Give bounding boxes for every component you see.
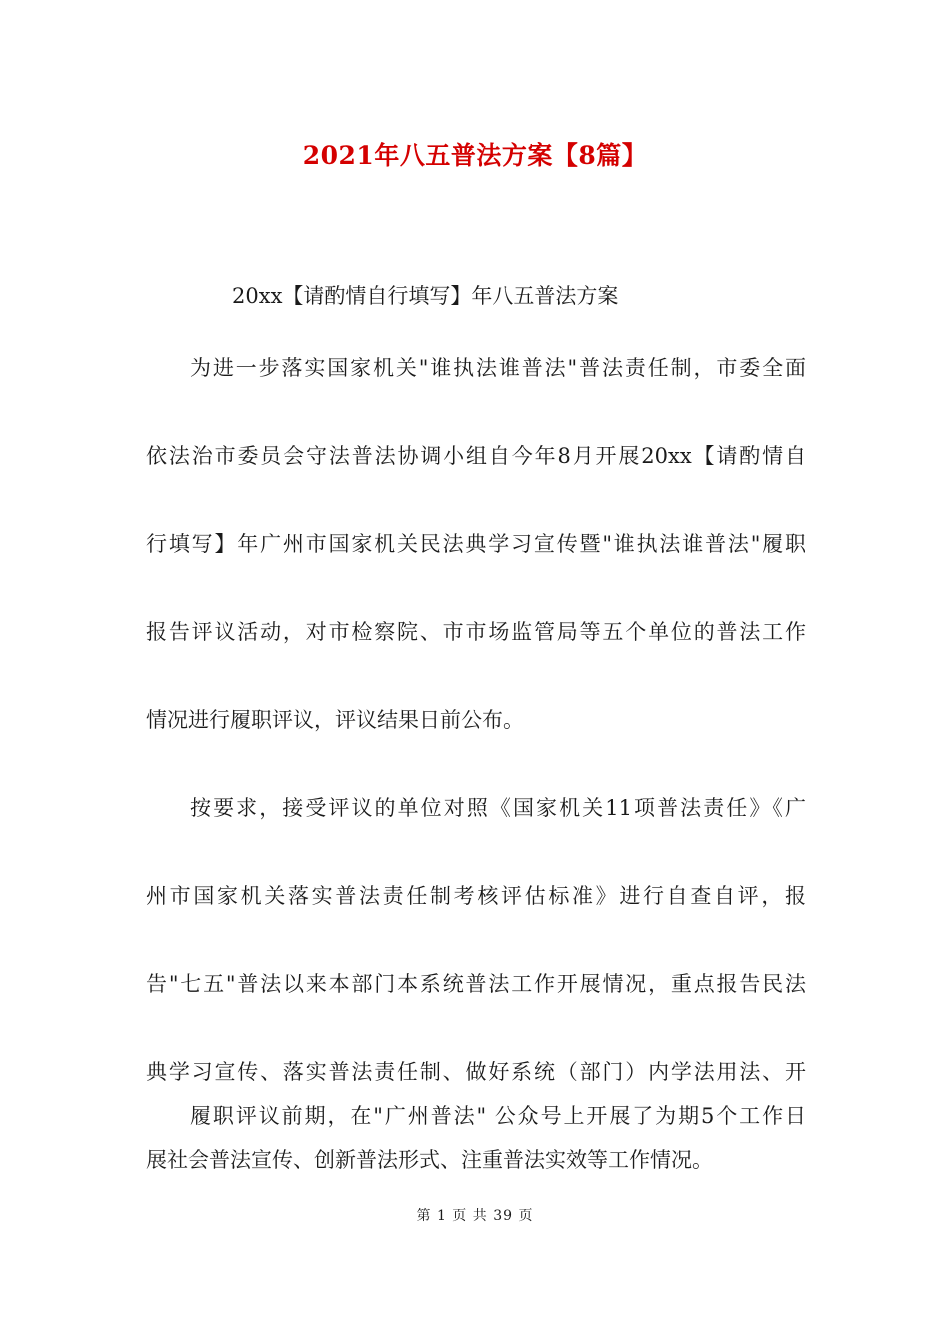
document-subtitle: 20xx【请酌情自行填写】年八五普法方案 [232,284,619,308]
paragraph-3-visible [146,1098,806,1186]
page-footer: 第 1 页 共 39 页 [416,1208,534,1224]
paragraph-line: 州市国家机关落实普法责任制考核评估标准》进行自查自评，报 [146,884,806,908]
paragraph-line: 典学习宣传、落实普法责任制、做好系统（部门）内学法用法、开 [146,1060,806,1084]
paragraph-line: 情况进行履职评议，评议结果日前公布。 [146,708,524,732]
paragraph-line: 展社会普法宣传、创新普法形式、注重普法实效等工作情况。 [146,1148,713,1172]
paragraph-line: 行填写】年广州市国家机关民法典学习宣传暨"谁执法谁普法"履职 [146,532,806,556]
paragraph-line: 报告评议活动，对市检察院、市市场监管局等五个单位的普法工作 [146,620,806,644]
paragraph-line: 告"七五"普法以来本部门本系统普法工作开展情况，重点报告民法 [146,972,806,996]
paragraph-line: 为进一步落实国家机关"谁执法谁普法"普法责任制，市委全面 [190,356,806,380]
document-title: 2021年八五普法方案【8篇】 [302,141,648,170]
paragraph-line: 按要求，接受评议的单位对照《国家机关11项普法责任》《广 [190,796,806,820]
paragraph-1 [146,350,806,790]
paragraph-line: 履职评议前期，在"广州普法" 公众号上开展了为期5个工作日 [190,1104,806,1128]
paragraph-line: 依法治市委员会守法普法协调小组自今年8月开展20xx【请酌情自 [146,444,806,468]
